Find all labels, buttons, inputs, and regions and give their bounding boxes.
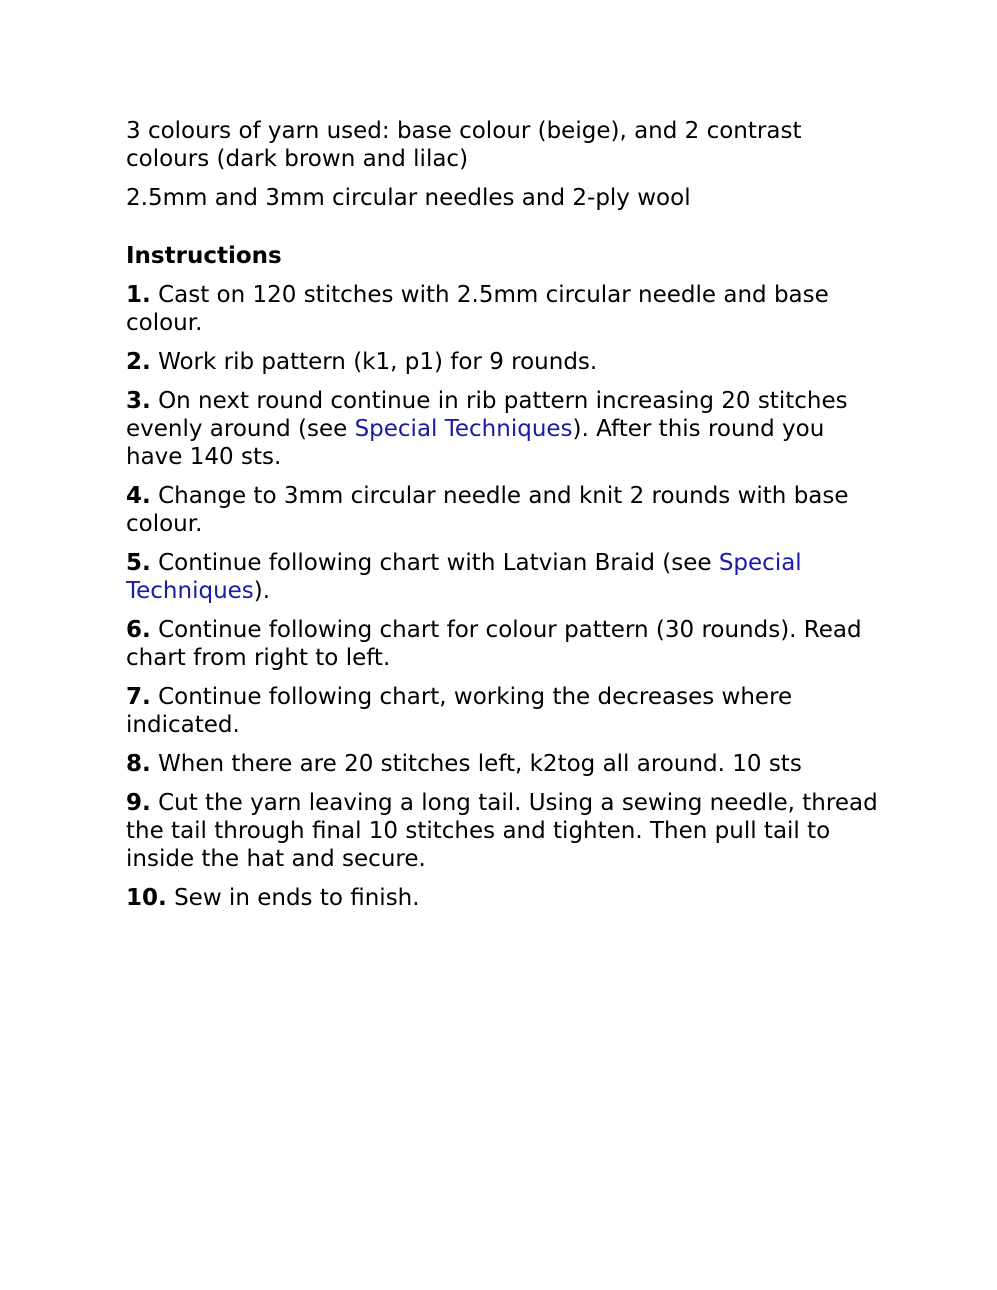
materials-yarn: 3 colours of yarn used: base colour (beige), and 2 contrast colours (dark brown and lilac) bbox=[126, 118, 802, 172]
document-page bbox=[126, 117, 886, 923]
special-techniques-link[interactable]: Special Techniques bbox=[126, 550, 802, 604]
step-text: Work rib pattern (k1, p1) for 9 rounds. bbox=[158, 349, 598, 375]
step-number: 7. bbox=[126, 684, 151, 710]
step-2 bbox=[126, 348, 886, 376]
step-text: Change to 3mm circular needle and knit 2 rounds with base colour. bbox=[126, 483, 849, 537]
step-10 bbox=[126, 884, 886, 912]
step-text: Continue following chart for colour pattern (30 rounds). Read chart from right to left. bbox=[126, 617, 862, 671]
step-8 bbox=[126, 750, 886, 778]
step-9 bbox=[126, 789, 886, 873]
step-number: 5. bbox=[126, 550, 151, 576]
step-text-post: ). bbox=[253, 578, 271, 604]
step-text-post: ). After this round you have 140 sts. bbox=[126, 416, 825, 470]
step-text: Cut the yarn leaving a long tail. Using a sewing needle, thread the tail through final 10 stitches and tighten. Then pull tail to inside the hat and secure. bbox=[126, 790, 878, 872]
step-6 bbox=[126, 616, 886, 672]
special-techniques-link[interactable]: Special Techniques bbox=[354, 416, 573, 442]
step-number: 9. bbox=[126, 790, 151, 816]
step-number: 6. bbox=[126, 617, 151, 643]
step-text: Continue following chart, working the decreases where indicated. bbox=[126, 684, 793, 738]
step-number: 1. bbox=[126, 282, 151, 308]
step-4 bbox=[126, 482, 886, 538]
step-text: When there are 20 stitches left, k2tog all around. 10 sts bbox=[158, 751, 802, 777]
instructions-heading: Instructions bbox=[126, 243, 282, 269]
step-text-pre: Continue following chart with Latvian Braid (see bbox=[158, 550, 719, 576]
step-number: 3. bbox=[126, 388, 151, 414]
step-5 bbox=[126, 549, 886, 605]
step-text-pre: On next round continue in rib pattern increasing 20 stitches evenly around (see bbox=[126, 388, 848, 442]
step-number: 10. bbox=[126, 885, 167, 911]
step-3 bbox=[126, 387, 886, 471]
step-1 bbox=[126, 281, 886, 337]
materials-needles: 2.5mm and 3mm circular needles and 2-ply wool bbox=[126, 185, 691, 211]
step-text: Sew in ends to finish. bbox=[174, 885, 420, 911]
step-text: Cast on 120 stitches with 2.5mm circular needle and base colour. bbox=[126, 282, 829, 336]
step-number: 4. bbox=[126, 483, 151, 509]
step-number: 2. bbox=[126, 349, 151, 375]
step-number: 8. bbox=[126, 751, 151, 777]
step-7 bbox=[126, 683, 886, 739]
